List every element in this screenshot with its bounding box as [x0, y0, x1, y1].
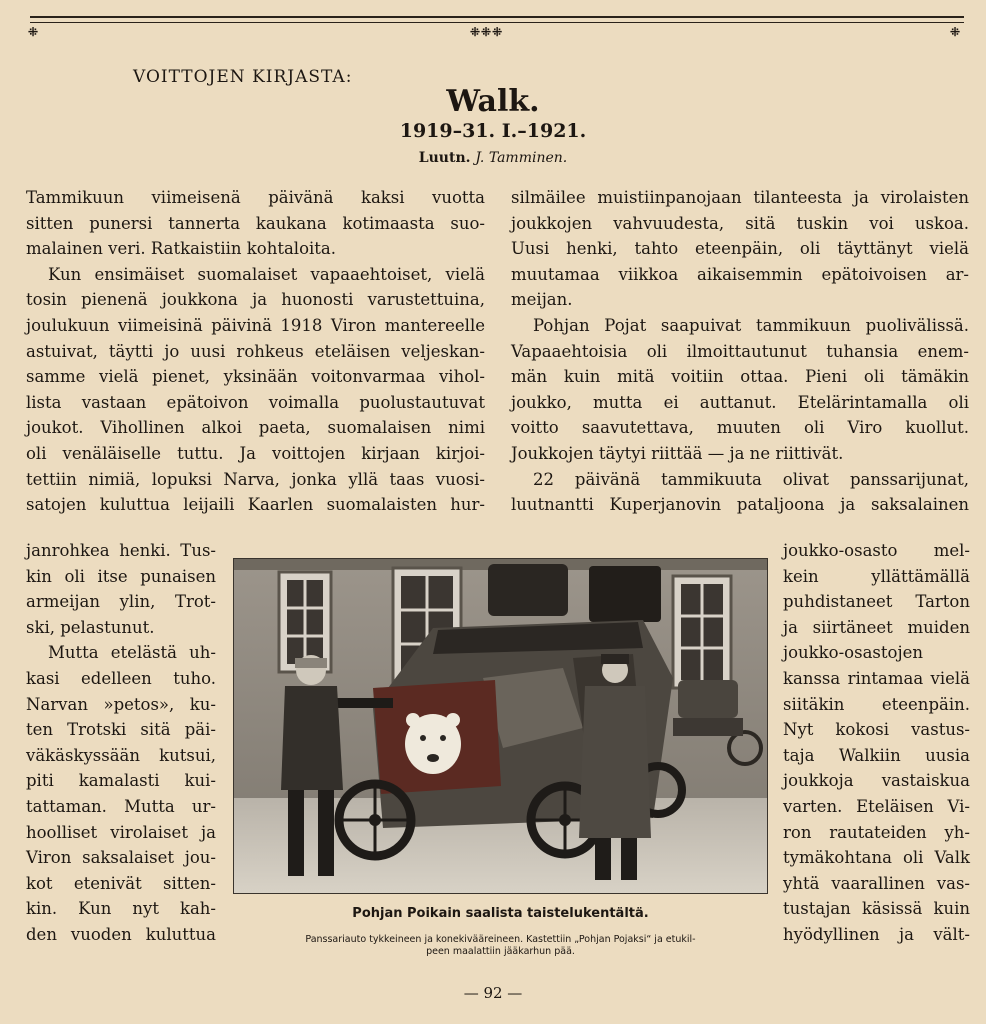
text-line: puhdistaneet Tarton: [783, 592, 970, 612]
figure-caption-text: [233, 934, 768, 958]
left-narrow-column: [26, 538, 216, 948]
text-line: astuivat, täytti jo uusi rohkeus eteläisen veljeskan-: [26, 341, 485, 361]
text-line: tattaman. Mutta ur-: [26, 796, 216, 816]
article-author: [0, 150, 986, 166]
series-heading: VOITTOJEN KIRJASTA:: [133, 67, 353, 87]
text-line: tymäkohtana oli Valk: [783, 848, 970, 868]
text-line: Vapaaehtoisia oli ilmoittautunut tuhansia enem-: [511, 341, 969, 361]
text-line: lista vastaan epätoivon voimalla puolustautuvat: [26, 392, 485, 412]
header-rule-top: [30, 16, 964, 18]
text-line: yhtä vaarallinen vas-: [783, 873, 970, 893]
text-line: joukkoja vastaiskua: [783, 771, 970, 791]
text-line: hoolliset virolaiset ja: [26, 822, 216, 842]
text-line: armeijan ylin, Trot-: [26, 592, 216, 612]
article-dates: 1919–31. I.–1921.: [399, 120, 587, 142]
photograph-armored-car: [233, 558, 768, 894]
ornament-right: ⁜: [950, 25, 962, 39]
text-line: taja Walkiin uusia: [783, 745, 970, 765]
text-line: joukot. Vihollinen alkoi paeta, suomalaisen nimi: [26, 418, 485, 438]
text-line: tettiin nimiä, lopuksi Narva, jonka yllä taas vuosi-: [26, 469, 485, 489]
author-name: J. Tamminen.: [475, 150, 568, 166]
text-line: ron rautateiden yh-: [783, 822, 970, 842]
author-rank: Luutn.: [418, 150, 471, 166]
text-line: oli venäläiselle tuttu. Ja voittojen kirjaan kirjoi-: [26, 443, 485, 463]
right-narrow-column: [783, 538, 970, 948]
text-line: tustajan käsissä kuin: [783, 899, 970, 919]
text-line: joulukuun viimeisinä päivinä 1918 Viron mantereelle: [26, 315, 485, 335]
ornament-center: ⁜⁜⁜: [470, 25, 504, 39]
left-column: [26, 185, 485, 518]
text-line: satojen kuluttua leijaili Kaarlen suomalaisten hur-: [26, 495, 485, 515]
text-line: kanssa rintamaa vielä: [783, 668, 970, 688]
text-line: joukko-osastojen: [783, 643, 923, 663]
page-number: — 92 —: [463, 984, 523, 1002]
text-line: samme vielä pienet, yksinään voitonvarmaa vihol-: [26, 367, 485, 387]
text-line: män kuin mitä voitiin ottaa. Pieni oli tämäkin: [511, 367, 969, 387]
text-line: den vuoden kuluttua: [26, 924, 216, 944]
text-line: 22 päivänä tammikuuta olivat panssarijunat,: [533, 469, 969, 489]
text-line: silmäilee muistiinpanojaan tilanteesta ja virolaisten: [511, 188, 969, 207]
text-line: kin oli itse punaisen: [26, 566, 216, 586]
text-line: joukko, mutta ei auttanut. Etelärintamalla oli: [511, 392, 969, 412]
text-line: luutnantti Kuperjanovin pataljoona ja saksalainen: [511, 495, 969, 515]
text-line: Uusi henki, tahto eteenpäin, oli täyttänyt vielä: [511, 239, 969, 259]
text-line: Mutta etelästä uh-: [48, 643, 216, 663]
text-line: janrohkea henki. Tus-: [26, 541, 216, 560]
text-line: ten Trotski sitä päi-: [26, 720, 216, 740]
figure-caption-title: Pohjan Poikain saalista taistelukentältä.: [352, 906, 649, 921]
text-line: piti kamalasti kui-: [26, 771, 216, 791]
text-line: kot etenivät sitten-: [26, 873, 216, 893]
text-line: Narvan »petos», ku-: [26, 694, 216, 714]
text-line: kin. Kun nyt kah-: [26, 899, 216, 919]
right-column: [511, 185, 969, 518]
text-line: Tammikuun viimeisenä päivänä kaksi vuotta: [26, 188, 485, 207]
text-line: siitäkin eteenpäin.: [783, 694, 970, 714]
text-line: hyödyllinen ja vält-: [783, 924, 970, 944]
text-line: ski, pelastunut.: [26, 617, 155, 637]
article-title: Walk.: [446, 84, 540, 119]
text-line: Viron saksalaiset jou-: [26, 848, 216, 868]
caption-line: Panssariauto tykkeineen ja konekivääreineen. Kastettiin „Pohjan Pojaksi“ ja etukil-: [305, 934, 696, 945]
ornament-left: ⁜: [28, 25, 40, 39]
text-line: Joukkojen täytyi riittää — ja ne riittivät.: [511, 443, 844, 463]
text-line: muutamaa viikkoa aikaisemmin epätoivoisen ar-: [511, 264, 969, 284]
header-rule-bottom: [30, 22, 964, 23]
text-line: kasi edelleen tuho.: [26, 668, 216, 688]
photo-illustration: [233, 558, 768, 894]
text-line: joukkojen vahvuudesta, sitä tuskin voi uskoa.: [511, 213, 969, 233]
text-line: kein yllättämällä: [783, 566, 970, 586]
text-line: joukko-osasto mel-: [783, 541, 970, 560]
text-line: ja siirtäneet muiden: [783, 617, 970, 637]
text-line: meijan.: [511, 290, 573, 310]
text-line: Kun ensimäiset suomalaiset vapaaehtoiset, vielä: [48, 264, 485, 284]
caption-line: peen maalattiin jääkarhun pää.: [426, 946, 575, 957]
text-line: tosin pienenä joukkona ja huonosti varustettuina,: [26, 290, 485, 310]
text-line: varten. Eteläisen Vi-: [783, 796, 970, 816]
text-line: Nyt kokosi vastus-: [783, 720, 970, 740]
text-line: väkäskyssään kutsui,: [26, 745, 216, 765]
text-line: voitto saavutettava, muuten oli Viro kuollut.: [511, 418, 969, 438]
text-line: sitten punersi tannerta kaukana kotimaasta suo-: [26, 213, 485, 233]
cannon-barrel: [333, 698, 393, 708]
text-line: malainen veri. Ratkaistiin kohtaloita.: [26, 239, 337, 259]
text-line: Pohjan Pojat saapuivat tammikuun puolivälissä.: [533, 315, 969, 335]
